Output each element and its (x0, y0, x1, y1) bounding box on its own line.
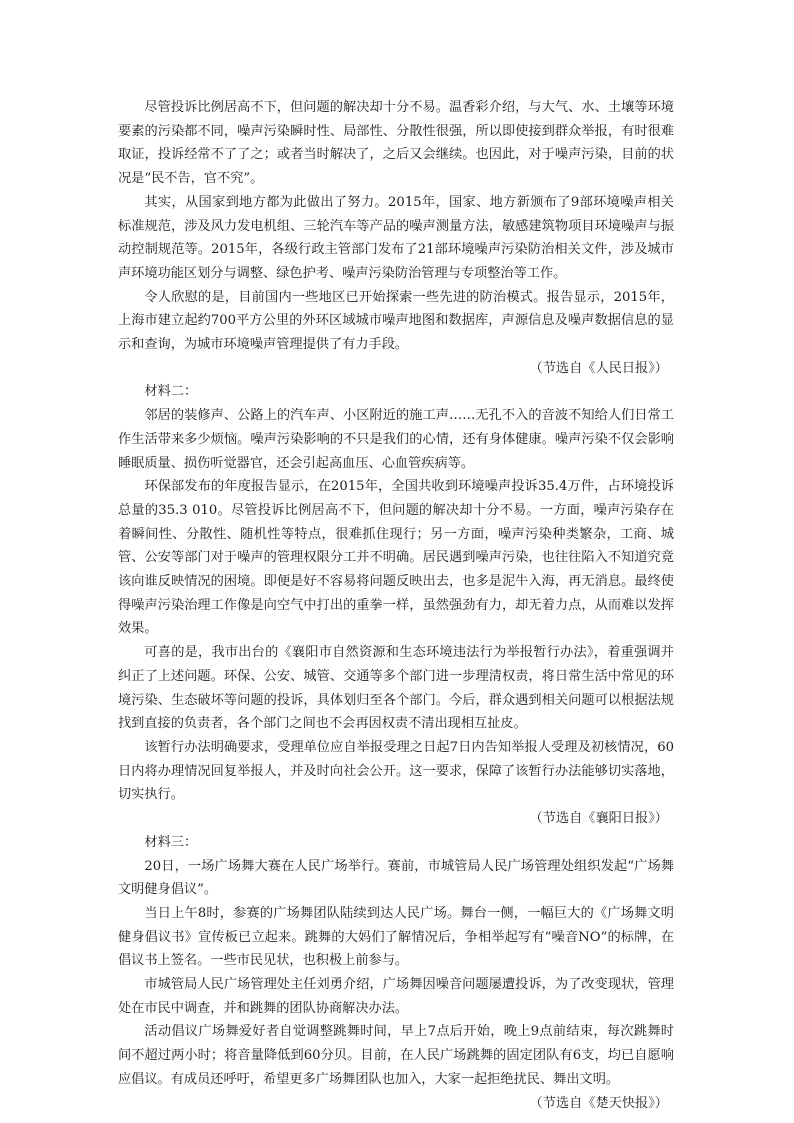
material-label: 材料三： (144, 834, 198, 850)
document-page (118, 96, 674, 1115)
material-label: 材料二： (144, 384, 198, 400)
paragraph: 20日，一场广场舞大赛在人民广场举行。赛前，市城管局人民广场管理处组织发起“广场舞文明健身倡议”。 (118, 858, 674, 898)
source-citation: （节选自《楚天快报》） (529, 1095, 668, 1111)
paragraph: 尽管投诉比例居高不下，但问题的解决却十分不易。温香彩介绍，与大气、水、土壤等环境要素的污染都不同，噪声污染瞬时性、局部性、分散性很强，所以即使接到群众举报，有时很难取证，投诉经常不了了之；或者当时解决了，之后又会继续。也因此，对于噪声污染，目前的状况是“民不告，官不究”。 (118, 100, 674, 187)
source-citation: （节选自《襄阳日报》） (529, 811, 668, 827)
paragraph: 邻居的装修声、公路上的汽车声、小区附近的施工声……无孔不入的音波不知给人们日常工作生活带来多少烦恼。噪声污染影响的不只是我们的心情，还有身体健康。噪声污染不仅会影响睡眠质量、损伤听觉器官，还会引起高血压、心血管疾病等。 (118, 408, 674, 471)
paragraph: 令人欣慰的是，目前国内一些地区已开始探索一些先进的防治模式。报告显示，2015年，上海市建立起约700平方公里的外环区域城市噪声地图和数据库，声源信息及噪声数据信息的显示和查询，为城市环境噪声管理提供了有力手段。 (118, 289, 674, 353)
paragraph: 当日上午8时，参赛的广场舞团队陆续到达人民广场。舞台一侧，一幅巨大的《广场舞文明健身倡议书》宣传板已立起来。跳舞的大妈们了解情况后，争相举起写有“噪音NO”的标牌，在倡议书上签名。一些市民见状，也积极上前参与。 (118, 905, 674, 969)
paragraph: 其实，从国家到地方都为此做出了努力。2015年，国家、地方新颁布了9部环境噪声相关标准规范，涉及风力发电机组、三轮汽车等产品的噪声测量方法，敏感建筑物项目环境噪声与振动控制规范等。2015年，各级行政主管部门发布了21部环境噪声污染防治相关文件，涉及城市声环境功能区划分与调整、绿色护考、噪声污染防治管理与专项整治等工作。 (118, 194, 674, 281)
paragraph: 环保部发布的年度报告显示，在2015年，全国共收到环境噪声投诉35.4万件，占环境投诉总量的35.3 010。尽管投诉比例居高不下，但问题的解决却十分不易。一方面，噪声污染存在着瞬间性、分散性、随机性等特点，很难抓住现行；另一方面，噪声污染种类繁杂，工商、城管、公安等部门对于噪声的管理权限分工并不明确。居民遇到噪声污染，也往往陷入不知道究竟该向谁反映情况的困境。即便是好不容易将问题反映出去，也多是泥牛入海，再无消息。最终使得噪声污染治理工作像是向空气中打出的重拳一样，虽然强劲有力，却无着力点，从而难以发挥效果。 (118, 479, 674, 637)
source-citation: （节选自《人民日报》） (529, 360, 668, 376)
paragraph: 可喜的是，我市出台的《襄阳市自然资源和生态环境违法行为举报暂行办法》，着重强调并纠正了上述问题。环保、公安、城管、交通等多个部门进一步理清权责，将日常生活中常见的环境污染、生态破坏等问题的投诉，具体划归至各个部门。今后，群众遇到相关问题可以根据法规找到直接的负责者，各个部门之间也不会再因权责不清出现相互扯皮。 (118, 645, 674, 732)
paragraph: 市城管局人民广场管理处主任刘勇介绍，广场舞因噪音问题屡遭投诉，为了改变现状，管理处在市民中调查，并和跳舞的团队协商解决办法。 (118, 977, 674, 1016)
paragraph: 活动倡议广场舞爱好者自觉调整跳舞时间，早上7点后开始，晚上9点前结束，每次跳舞时间不超过两小时；将音量降低到60分贝。目前，在人民广场跳舞的固定团队有6支，均已自愿响应倡议。有成员还呼吁，希望更多广场舞团队也加入，大家一起拒绝扰民、舞出文明。 (118, 1024, 674, 1087)
paragraph: 该暂行办法明确要求，受理单位应自举报受理之日起7日内告知举报人受理及初核情况，60日内将办理情况回复举报人，并及时向社会公开。这一要求，保障了该暂行办法能够切实落地，切实执行。 (118, 739, 674, 803)
